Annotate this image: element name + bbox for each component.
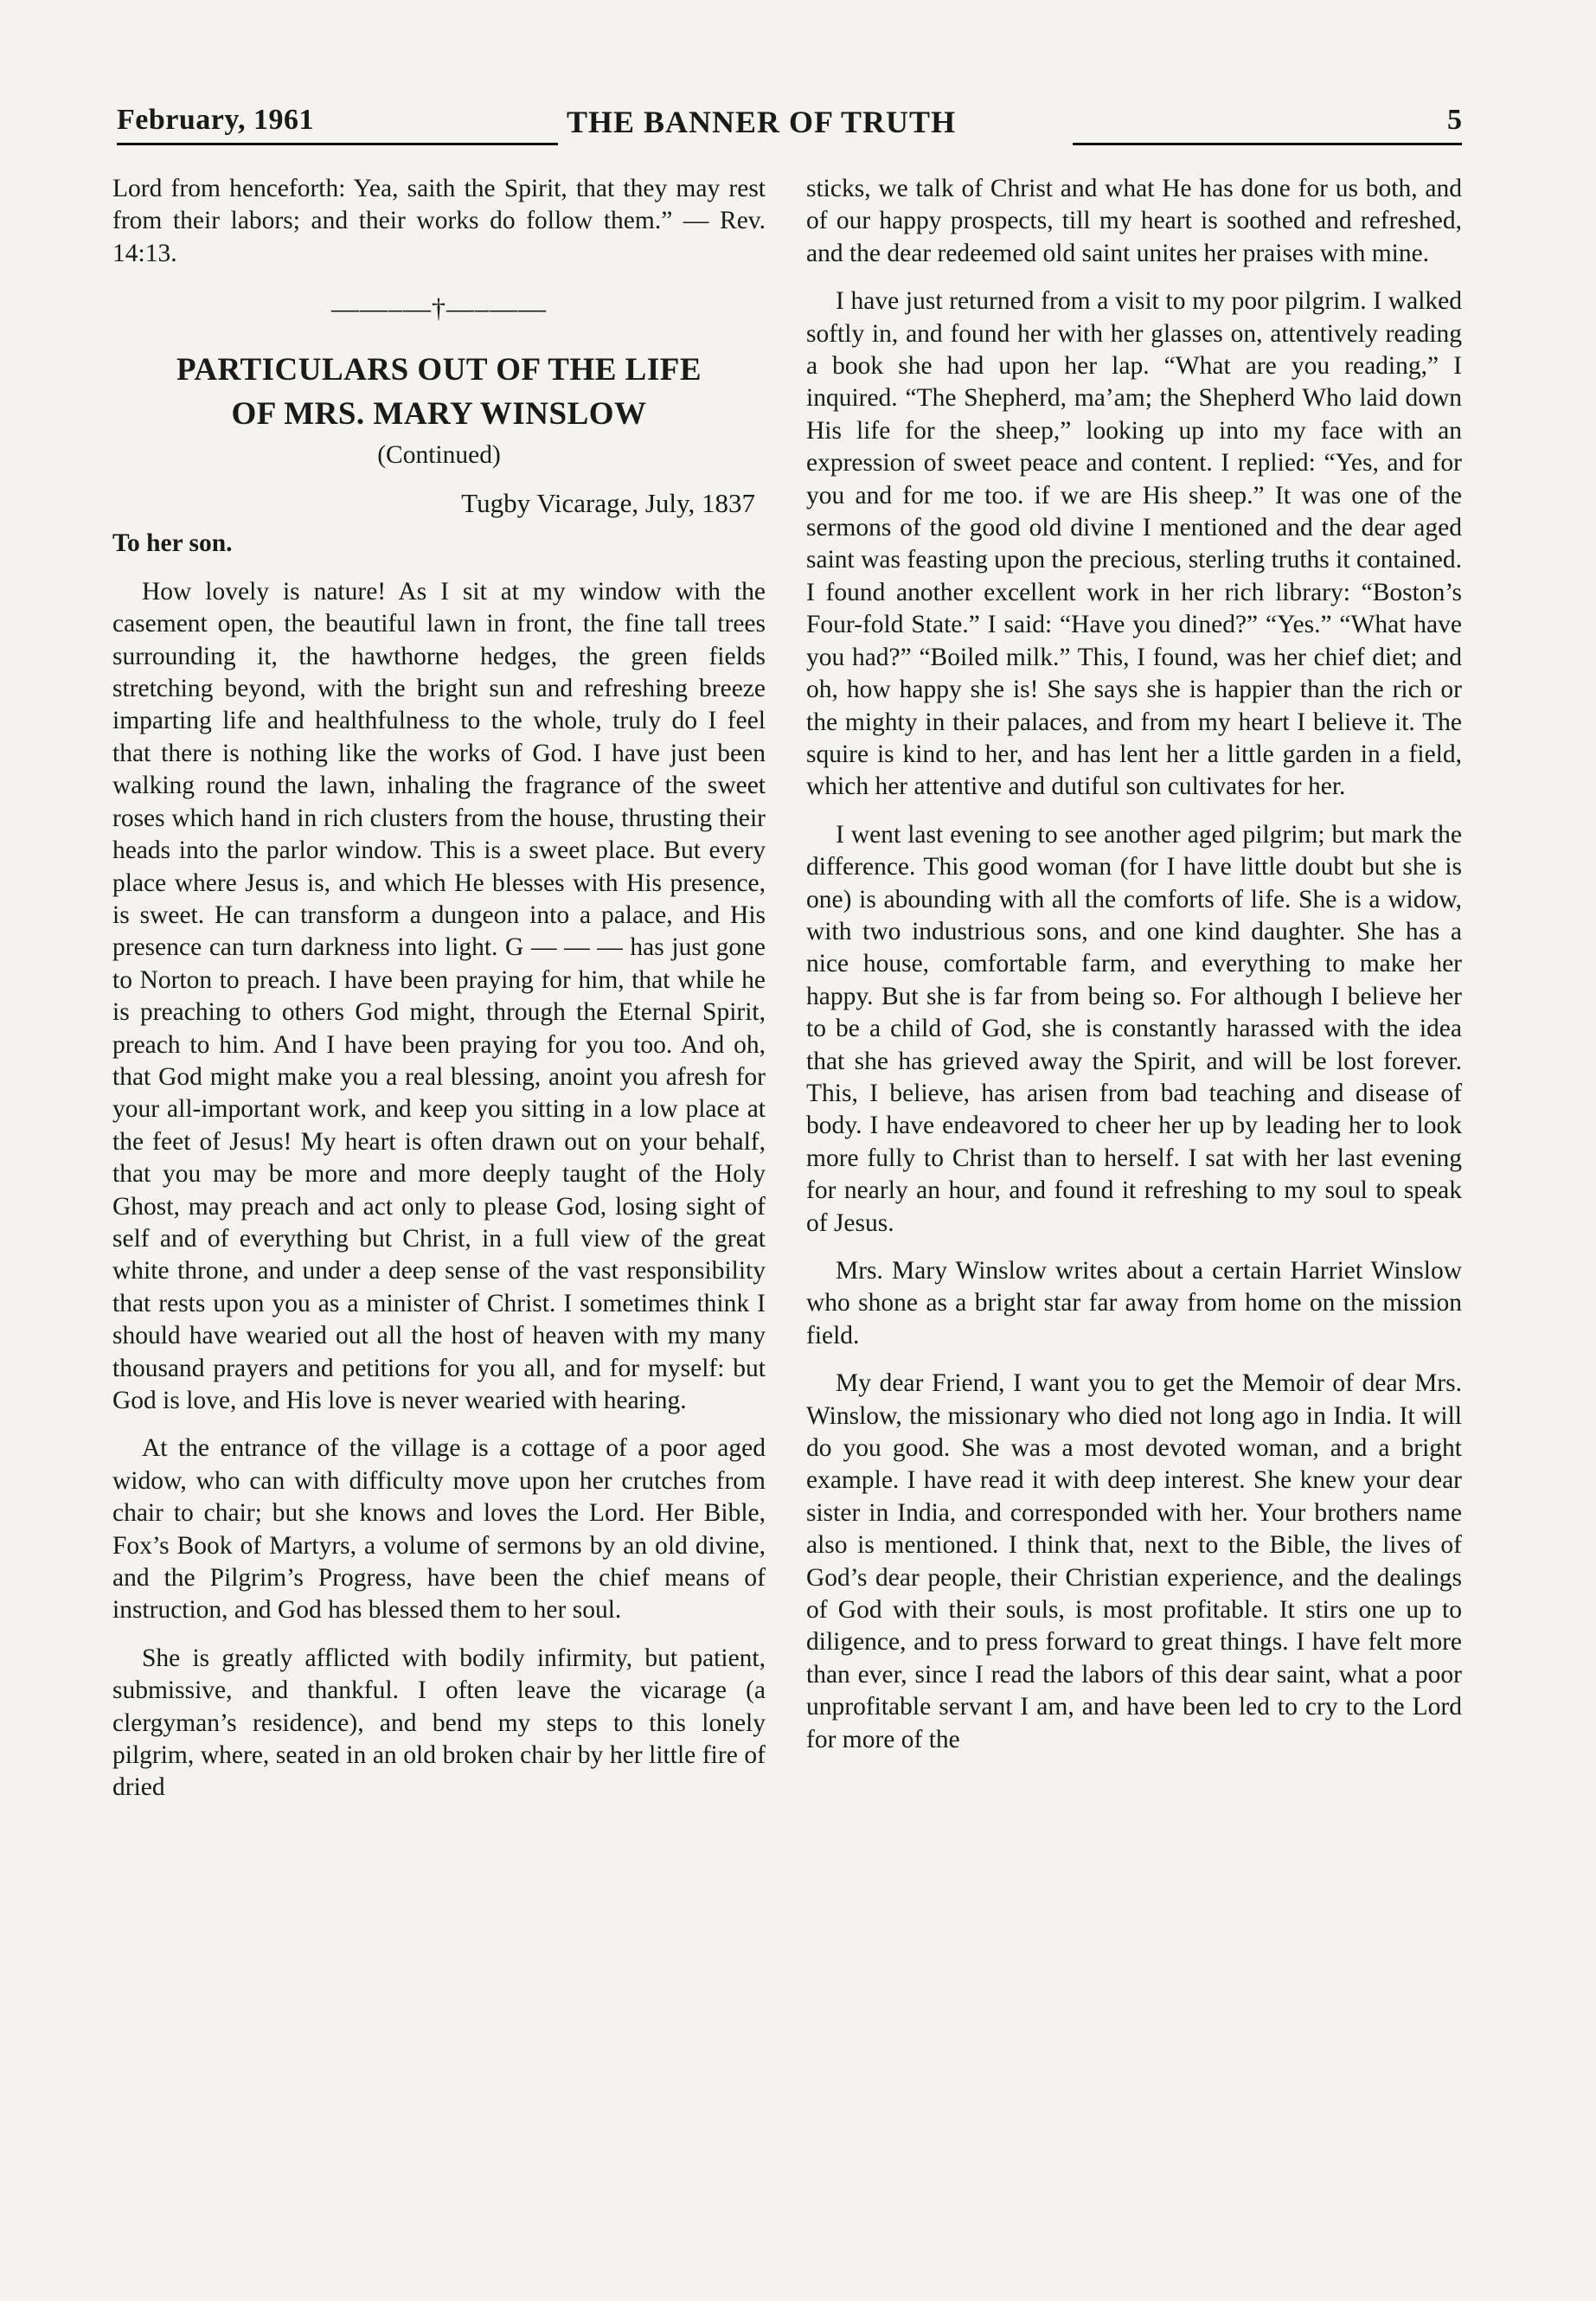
body-paragraph: My dear Friend, I want you to get the Memoir of dear Mrs. Winslow, the missionary who died not long ago in India. It will do you good. She was a most devoted woman, and a bright example. I have read it with deep interest. She knew your dear sister in India, and corresponded with her. Your brothers name also is mentioned. I think that, next to the Bible, the lives of God’s dear people, their Christian experience, and the dealings of God with their souls, is most profitable. It stirs one up to diligence, and to press forward to great things. I have felt more than ever, since I read the labors of this dear saint, what a poor unprofitable servant I am, and have been led to cry to the Lord for more of the [806, 1369, 1462, 1753]
header-rule-right [1073, 143, 1462, 145]
body-paragraph: I have just returned from a visit to my poor pilgrim. I walked softly in, and found her with her glasses on, attentively reading a book she had upon her lap. “What are you reading,” I inquired. “The Shepherd, ma’am; the Shepherd Who laid down His life for the sheep,” looking up into my face with an expression of sweet peace and content. I replied: “Yes, and for you and for me too. if we are His sheep.” It was one of the sermons of the good old divine I mentioned and the dear aged saint was feasting upon the precious, sterling truths it contained. I found another excellent work in her rich library: “Boston’s Four-fold State.” I said: “Have you dined?” “Yes.” “What have you had?” “Boiled milk.” This, I found, was her chief diet; and oh, how happy she is! She says she is happier than the rich or the mighty in their palaces, and from my heart I believe it. The squire is kind to her, and has lent her a little garden in a field, which her attentive and dutiful son cultivates for her. [806, 287, 1462, 801]
body-paragraph: sticks, we talk of Christ and what He has done for us both, and of our happy prospects, till my heart is soothed and refreshed, and the dear redeemed old saint unites her praises with mine. [806, 175, 1462, 267]
running-header [117, 104, 1462, 145]
page-number: 5 [1447, 104, 1462, 136]
body-paragraph: How lovely is nature! As I sit at my window with the casement open, the beautiful lawn in front, the fine tall trees surrounding it, the hawthorne hedges, the green fields stretching beyond, with the bright sun and refreshing breeze imparting life and healthfulness to the whole, truly do I feel that there is nothing like the works of God. I have just been walking round the lawn, inhaling the fragrance of the sweet roses which hand in rich clusters from the house, thrusting their heads into the parlor window. This is a sweet place. But every place where Jesus is, and which He blesses with His presence, is sweet. He can transform a dungeon into a palace, and His presence can turn darkness into light. G — — — has just gone to Norton to preach. I have been praying for him, that while he is preaching to others God might, through the Eternal Spirit, preach to him. And I have been praying for you too. And oh, that God might make you a real blessing, anoint you afresh for your all-important work, and keep you sitting in a low place at the feet of Jesus! My heart is often drawn out on your behalf, that you may be more and more deeply taught of the Holy Ghost, may preach and act only to please God, losing sight of self and of everything but Christ, in a full view of the great white throne, and under a deep sense of the vast responsibility that rests upon you as a minister of Christ. I sometimes think I should have wearied out all the host of heaven with my many thousand prayers and petitions for you all, and for myself: but God is love, and His love is never wearied with hearing. [112, 577, 766, 1414]
article-subtitle: (Continued) [377, 440, 501, 469]
body-paragraph: Mrs. Mary Winslow writes about a certain Harriet Winslow who shone as a bright star far away from home on the mission field. [806, 1257, 1462, 1349]
publication-title: THE BANNER OF TRUTH [567, 105, 957, 139]
intro-paragraph: Lord from henceforth: Yea, saith the Spirit, that they may rest from their labors; and their works do follow them.” — Rev. 14:13. [112, 175, 766, 267]
article-title-line-2: OF MRS. MARY WINSLOW [231, 395, 647, 432]
article-title-line-1: PARTICULARS OUT OF THE LIFE [176, 351, 702, 388]
left-column [112, 173, 766, 1820]
right-column [806, 173, 1462, 1772]
section-divider: ——–—†—–—— [331, 292, 547, 324]
letter-dateline: Tugby Vicarage, July, 1837 [461, 488, 755, 519]
body-paragraph: She is greatly afflicted with bodily infirmity, but patient, submissive, and thankful. I often leave the vicarage (a clergyman’s residence), and bend my steps to this lonely pilgrim, where, seated in an old broken chair by her little fire of dried [112, 1644, 766, 1802]
issue-date: February, 1961 [117, 104, 314, 136]
body-paragraph: At the entrance of the village is a cottage of a poor aged widow, who can with difficulty move upon her crutches from chair to chair; but she knows and loves the Lord. Her Bible, Fox’s Book of Martyrs, a volume of sermons by an old divine, and the Pilgrim’s Progress, have been the chief means of instruction, and God has blessed them to her soul. [112, 1434, 766, 1625]
body-paragraph: I went last evening to see another aged pilgrim; but mark the difference. This good woman (for I have little doubt but she is one) is abounding with all the comforts of life. She is a widow, with two industrious sons, and one kind daughter. She has a nice house, comfortable farm, and everything to make her happy. But she is far from being so. For although I believe her to be a child of God, she is constantly harassed with the idea that she has grieved away the Spirit, and will be lost forever. This, I believe, has arisen from bad teaching and disease of body. I have endeavored to cheer her up by leading her to look more fully to Christ than to herself. I sat with her last evening for nearly an hour, and found it refreshing to my soul to speak of Jesus. [806, 820, 1462, 1237]
letter-salutation: To her son. [112, 529, 233, 558]
header-rule-left [117, 143, 558, 145]
